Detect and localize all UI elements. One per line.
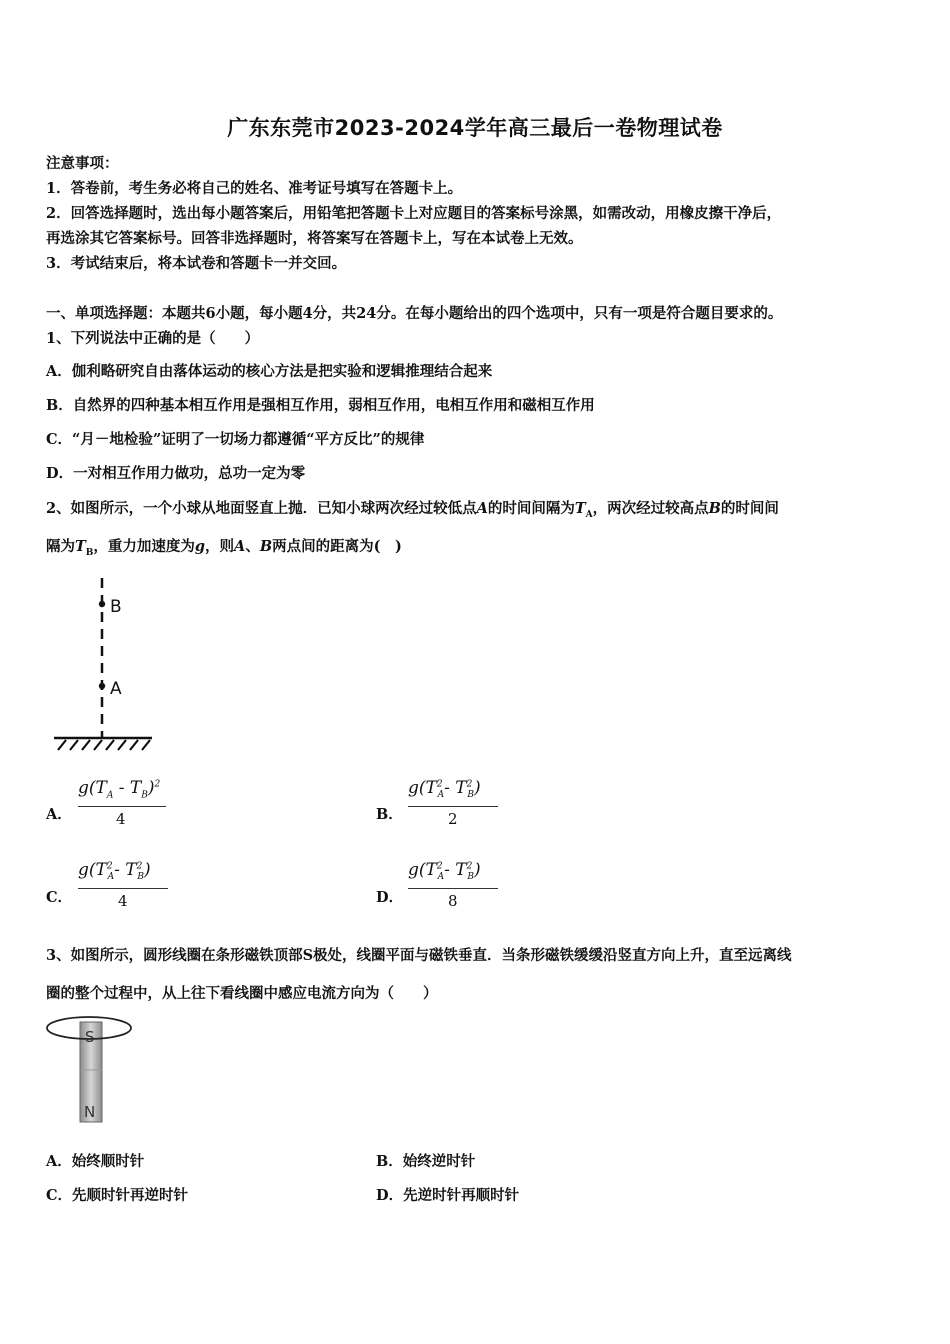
page-title: 广东东莞市2023-2024学年高三最后一卷物理试卷 [227, 116, 723, 140]
q1-option-a: A．伽利略研究自由落体运动的核心方法是把实验和逻辑推理结合起来 [46, 363, 493, 380]
label-b: B [110, 597, 122, 617]
q3-option-c: C．先顺时针再逆时针 [46, 1187, 189, 1204]
q1-option-b: B．自然界的四种基本相互作用是强相互作用，弱相互作用，电相互作用和磁相互作用 [46, 397, 595, 414]
q2-option-c-formula: $g(T^2_A-$ $T^2_B$) 4 [78, 860, 170, 912]
q2-option-d-letter: D． [376, 889, 404, 906]
notice-item: 再选涂其它答案标号。回答非选择题时，将答案写在答题卡上，写在本试卷上无效。 [46, 230, 583, 247]
magnet-coil-figure [44, 1012, 136, 1126]
notice-item: 2．回答选择题时，选出每小题答案后，用铅笔把答题卡上对应题目的答案标号涂黑，如需改动，用橡皮擦干净后， [46, 205, 782, 222]
point-b-dot [99, 601, 105, 607]
question-1-stem: 1、下列说法中正确的是（ ） [46, 330, 260, 347]
q2-option-d-formula: $g(T^2_A-$ $T^2_B$) 8 [408, 860, 500, 912]
q2-option-c-letter: C． [46, 889, 73, 906]
question-2-stem-line2: 隔为$T_B$，重力加速度为g，则A、B两点间的距离为( ) [46, 538, 402, 558]
q1-option-d: D．一对相互作用力做功，总功一定为零 [46, 465, 306, 482]
q3-option-b: B．始终逆时针 [376, 1153, 476, 1170]
label-a: A [110, 679, 122, 699]
q2-option-b-formula: $g(T^2_A-$ $T^2_B$) 2 [408, 778, 500, 830]
q2-option-a-formula: $g(T_A - T_B)^2$ 4 [78, 778, 168, 830]
vertical-throw-figure [50, 570, 160, 755]
point-a-dot [99, 683, 105, 689]
q3-option-a: A．始终顺时针 [46, 1153, 145, 1170]
q3-option-d: D．先逆时针再顺时针 [376, 1187, 520, 1204]
notice-item: 1．答卷前，考生务必将自己的姓名、准考证号填写在答题卡上。 [46, 180, 463, 197]
question-3-stem-line1: 3、如图所示，圆形线圈在条形磁铁顶部S极处，线圈平面与磁铁垂直．当条形磁铁缓缓沿竖直方向上升，直至远离线 [46, 947, 792, 964]
pole-n-label: N [84, 1103, 96, 1121]
notice-item: 3．考试结束后，将本试卷和答题卡一并交回。 [46, 255, 347, 272]
section-heading: 一、单项选择题：本题共6小题，每小题4分，共24分。在每小题给出的四个选项中，只有一项是符合题目要求的。 [46, 305, 783, 322]
q2-option-b-letter: B． [376, 806, 403, 823]
question-2-stem-line1: 2、如图所示，一个小球从地面竖直上抛．已知小球两次经过较低点A的时间间隔为$T_A$，两次经过较高点B的时间间 [46, 500, 779, 520]
question-3-stem-line2: 圈的整个过程中，从上往下看线圈中感应电流方向为（ ） [46, 985, 438, 1002]
ground-hatching [58, 740, 150, 750]
pole-s-label: S [85, 1028, 95, 1046]
q2-option-a-letter: A． [46, 806, 72, 823]
notice-heading: 注意事项： [46, 155, 119, 172]
q1-option-c: C．“月－地检验”证明了一切场力都遵循“平方反比”的规律 [46, 431, 425, 448]
